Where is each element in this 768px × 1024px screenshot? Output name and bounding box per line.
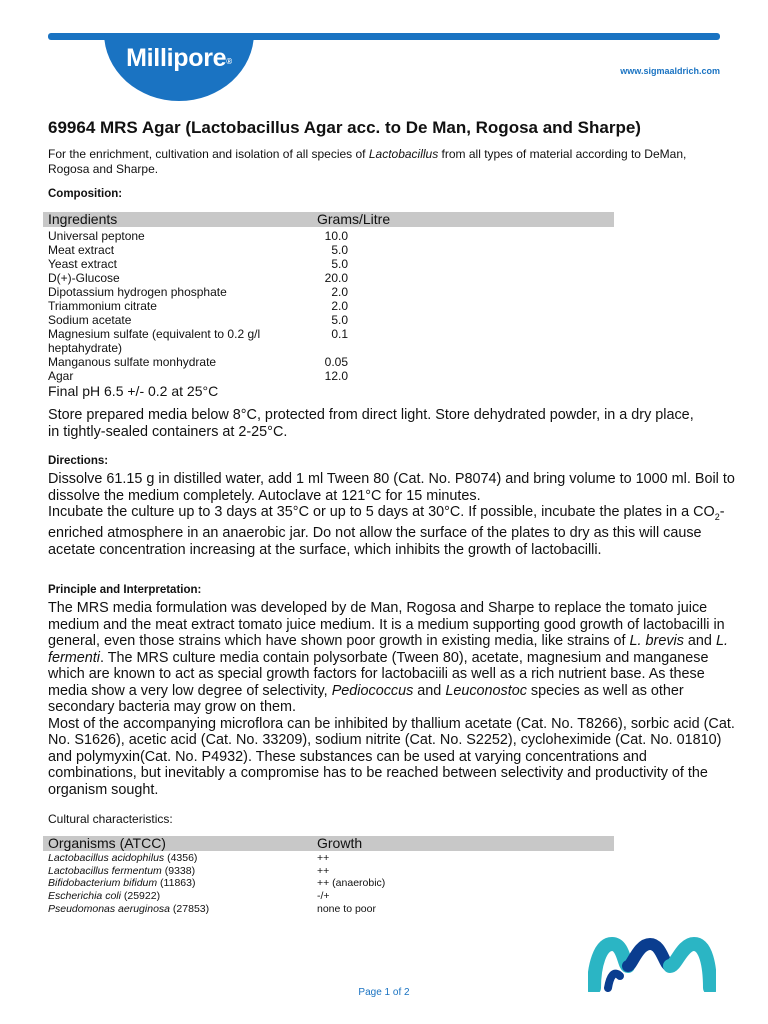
intro-text: For the enrichment, cultivation and isolation of all species of Lactobacillus from all types of material according to DeMan, Rogosa and Sharpe.: [48, 147, 687, 176]
website-link[interactable]: www.sigmaaldrich.com: [620, 66, 720, 76]
ingredient-grams: 5.0: [331, 243, 348, 257]
merck-logo: [588, 936, 716, 992]
ingredient-grams: 10.0: [324, 229, 348, 243]
ingredient-grams: 0.05: [324, 355, 348, 369]
composition-heading: Composition:: [48, 188, 123, 200]
ingredient-name: Triammonium citrate: [48, 299, 157, 313]
ingredient-grams: 12.0: [324, 369, 348, 383]
ingredient-grams: 2.0: [331, 285, 348, 299]
col-grams: Grams/Litre: [317, 211, 391, 227]
organism-name: Bifidobacterium bifidum (11863): [48, 877, 196, 890]
ingredient-grams: 20.0: [324, 271, 348, 285]
composition-table-header: [43, 212, 614, 227]
ingredient-name: Magnesium sulfate (equivalent to 0.2 g/l heptahydrate): [48, 327, 261, 355]
millipore-logo-text: Millipore®: [126, 44, 232, 72]
organism-name: Lactobacillus acidophilus (4356): [48, 852, 198, 864]
ingredient-name: Dipotassium hydrogen phosphate: [48, 285, 227, 299]
ingredient-name: Sodium acetate: [48, 313, 132, 327]
organism-name: Lactobacillus fermentum (9338): [48, 864, 196, 877]
ingredient-grams: 0.1: [331, 327, 348, 341]
growth-value: -/+: [317, 890, 330, 903]
col-ingredients: Ingredients: [48, 211, 118, 227]
growth-value: ++: [317, 852, 330, 864]
cultural-table-header: [43, 836, 614, 851]
ingredient-name: Yeast extract: [48, 257, 117, 271]
final-ph: Final pH 6.5 +/- 0.2 at 25°C: [48, 383, 219, 399]
principle-p1: The MRS media formulation was developed by de Man, Rogosa and Sharpe to replace the tomato juice medium and the meat extract tomato juice medium. It is a medium supporting good growth of lactobacilli in general, even those strains which have shown poor growth in existing media, like strains of L. brevis and L. fermenti. The MRS culture media contain polysorbate (Tween 80), acetate, magnesium and manganese which are known to act as special growth factors for lactobaciili as well as a rich nutrient base. As these media show a very low degree of selectivity, Pediococcus and Leuconostoc species as well as other secondary bacteria may grow on them.: [48, 600, 728, 715]
directions-p2: Incubate the culture up to 3 days at 35°C or up to 5 days at 30°C. If possible, incubate the plates in a $CO_2$-enriched atmosphere in an anaerobic jar. Do not allow the surface of the plates to dry as this will cause acetate concentration increasing at the surface, which inhibits the growth of lactobacilli.: [48, 504, 725, 558]
page-title: 69964 MRS Agar (Lactobacillus Agar acc. to De Man, Rogosa and Sharpe): [48, 118, 641, 137]
col-growth: Growth: [317, 835, 363, 851]
growth-value: none to poor: [317, 902, 376, 915]
directions-text: [48, 471, 738, 558]
directions-p1: Dissolve 61.15 g in distilled water, add 1 ml Tween 80 (Cat. No. P8074) and bring volume to 1000 ml. Boil to dissolve the medium completely. Autoclave at 121°C for 15 minutes.: [48, 471, 735, 504]
principle-heading: Principle and Interpretation:: [48, 584, 202, 596]
growth-value: ++: [317, 864, 330, 877]
ingredient-name: D(+)-Glucose: [48, 271, 120, 285]
principle-text: [48, 600, 738, 798]
page-number: Page 1 of 2: [358, 987, 410, 998]
cultural-label: Cultural characteristics:: [48, 812, 173, 826]
ingredient-grams: 2.0: [331, 299, 348, 313]
col-organisms: Organisms (ATCC): [48, 835, 166, 851]
ingredient-name: Meat extract: [48, 243, 115, 257]
ingredient-name: Manganous sulfate monhydrate: [48, 355, 217, 369]
organism-name: Escherichia coli (25922): [48, 890, 161, 903]
ingredient-name: Agar: [48, 369, 74, 383]
principle-p2: Most of the accompanying microflora can be inhibited by thallium acetate (Cat. No. T8266), sorbic acid (Cat. No. S1626), acetic acid (Cat. No. 33209), sodium nitrite (Cat. No. S2252), cycloheximide (Cat. No. 01810) and polymyxin(Cat. No. P4932). These substances can be used at varying concentrations and combinations, but inevitably a compromise has to be reached between selectivity and productivity of the organism sought.: [48, 715, 735, 798]
organism-name: Pseudomonas aeruginosa (27853): [48, 902, 210, 915]
ingredient-grams: 5.0: [331, 257, 348, 271]
growth-value: ++ (anaerobic): [317, 877, 386, 890]
ingredient-name: Universal peptone: [48, 229, 145, 243]
ingredient-grams: 5.0: [331, 313, 348, 327]
directions-heading: Directions:: [48, 455, 109, 467]
storage-text: Store prepared media below 8°C, protected from direct light. Store dehydrated powder, in a dry place, in tightly-sealed containers at 2-25°C.: [48, 407, 694, 440]
